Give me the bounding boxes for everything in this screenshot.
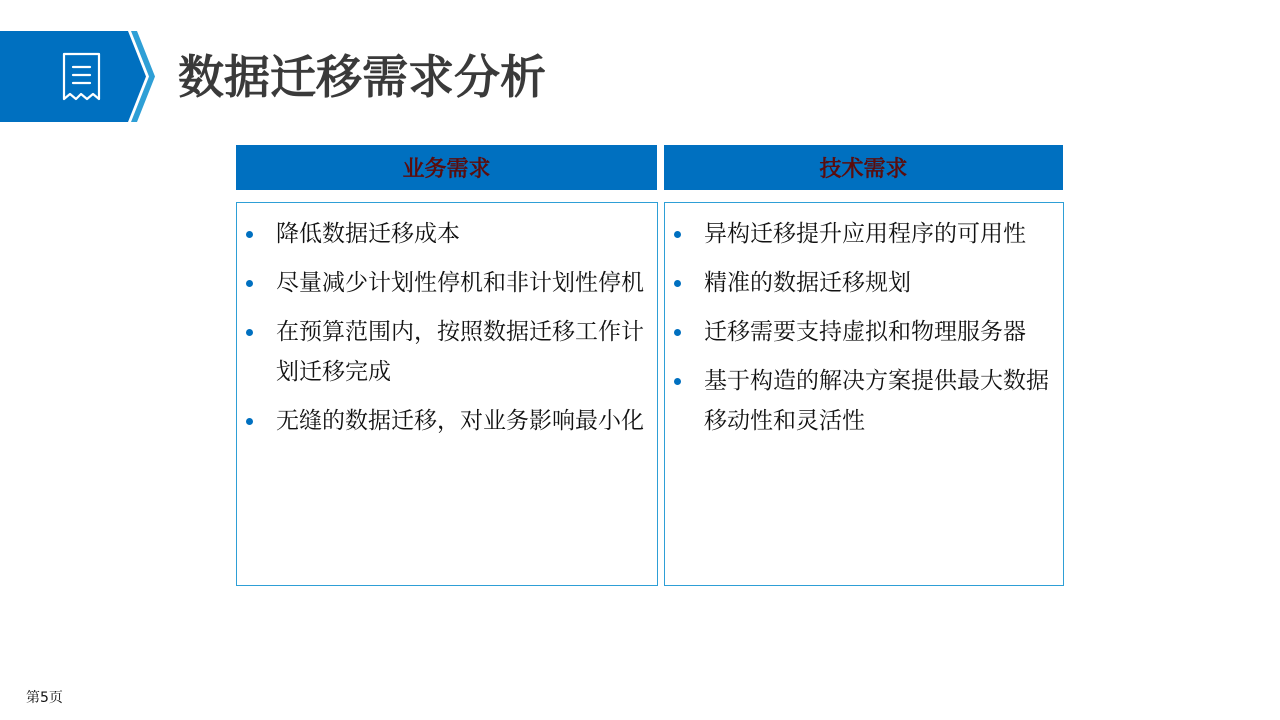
bullet-icon — [674, 378, 681, 385]
list-item — [237, 312, 649, 392]
bullet-icon — [674, 329, 681, 336]
business-requirements-header: 业务需求 — [236, 145, 657, 190]
bullet-icon — [674, 280, 681, 287]
list-item — [665, 263, 1055, 303]
business-requirements-box — [236, 202, 658, 586]
header-band-shape — [0, 31, 160, 122]
list-item-text: 迁移需要支持虚拟和物理服务器 — [704, 319, 1026, 345]
list-item-text: 基于构造的解决方案提供最大数据移动性和灵活性 — [704, 368, 1049, 434]
technical-requirements-list — [665, 203, 1063, 441]
list-item-text: 尽量减少计划性停机和非计划性停机 — [276, 270, 644, 296]
list-item — [665, 312, 1055, 352]
technical-requirements-header: 技术需求 — [664, 145, 1063, 190]
bullet-icon — [246, 418, 253, 425]
business-requirements-list — [237, 203, 657, 441]
bullet-icon — [246, 329, 253, 336]
bullet-icon — [246, 231, 253, 238]
list-item-text: 精准的数据迁移规划 — [704, 270, 911, 296]
list-item — [665, 214, 1055, 254]
technical-requirements-box — [664, 202, 1064, 586]
page-title: 数据迁移需求分析 — [178, 50, 546, 104]
bullet-icon — [674, 231, 681, 238]
header-band — [0, 31, 160, 122]
list-item — [237, 214, 649, 254]
list-item — [237, 263, 649, 303]
list-item-text: 无缝的数据迁移，对业务影响最小化 — [276, 408, 644, 434]
list-item — [237, 401, 649, 441]
list-item-text: 在预算范围内，按照数据迁移工作计划迁移完成 — [276, 319, 644, 385]
list-item-text: 降低数据迁移成本 — [276, 221, 460, 247]
page-number: 第5页 — [26, 690, 63, 706]
list-item — [665, 361, 1055, 441]
list-item-text: 异构迁移提升应用程序的可用性 — [704, 221, 1026, 247]
bullet-icon — [246, 280, 253, 287]
